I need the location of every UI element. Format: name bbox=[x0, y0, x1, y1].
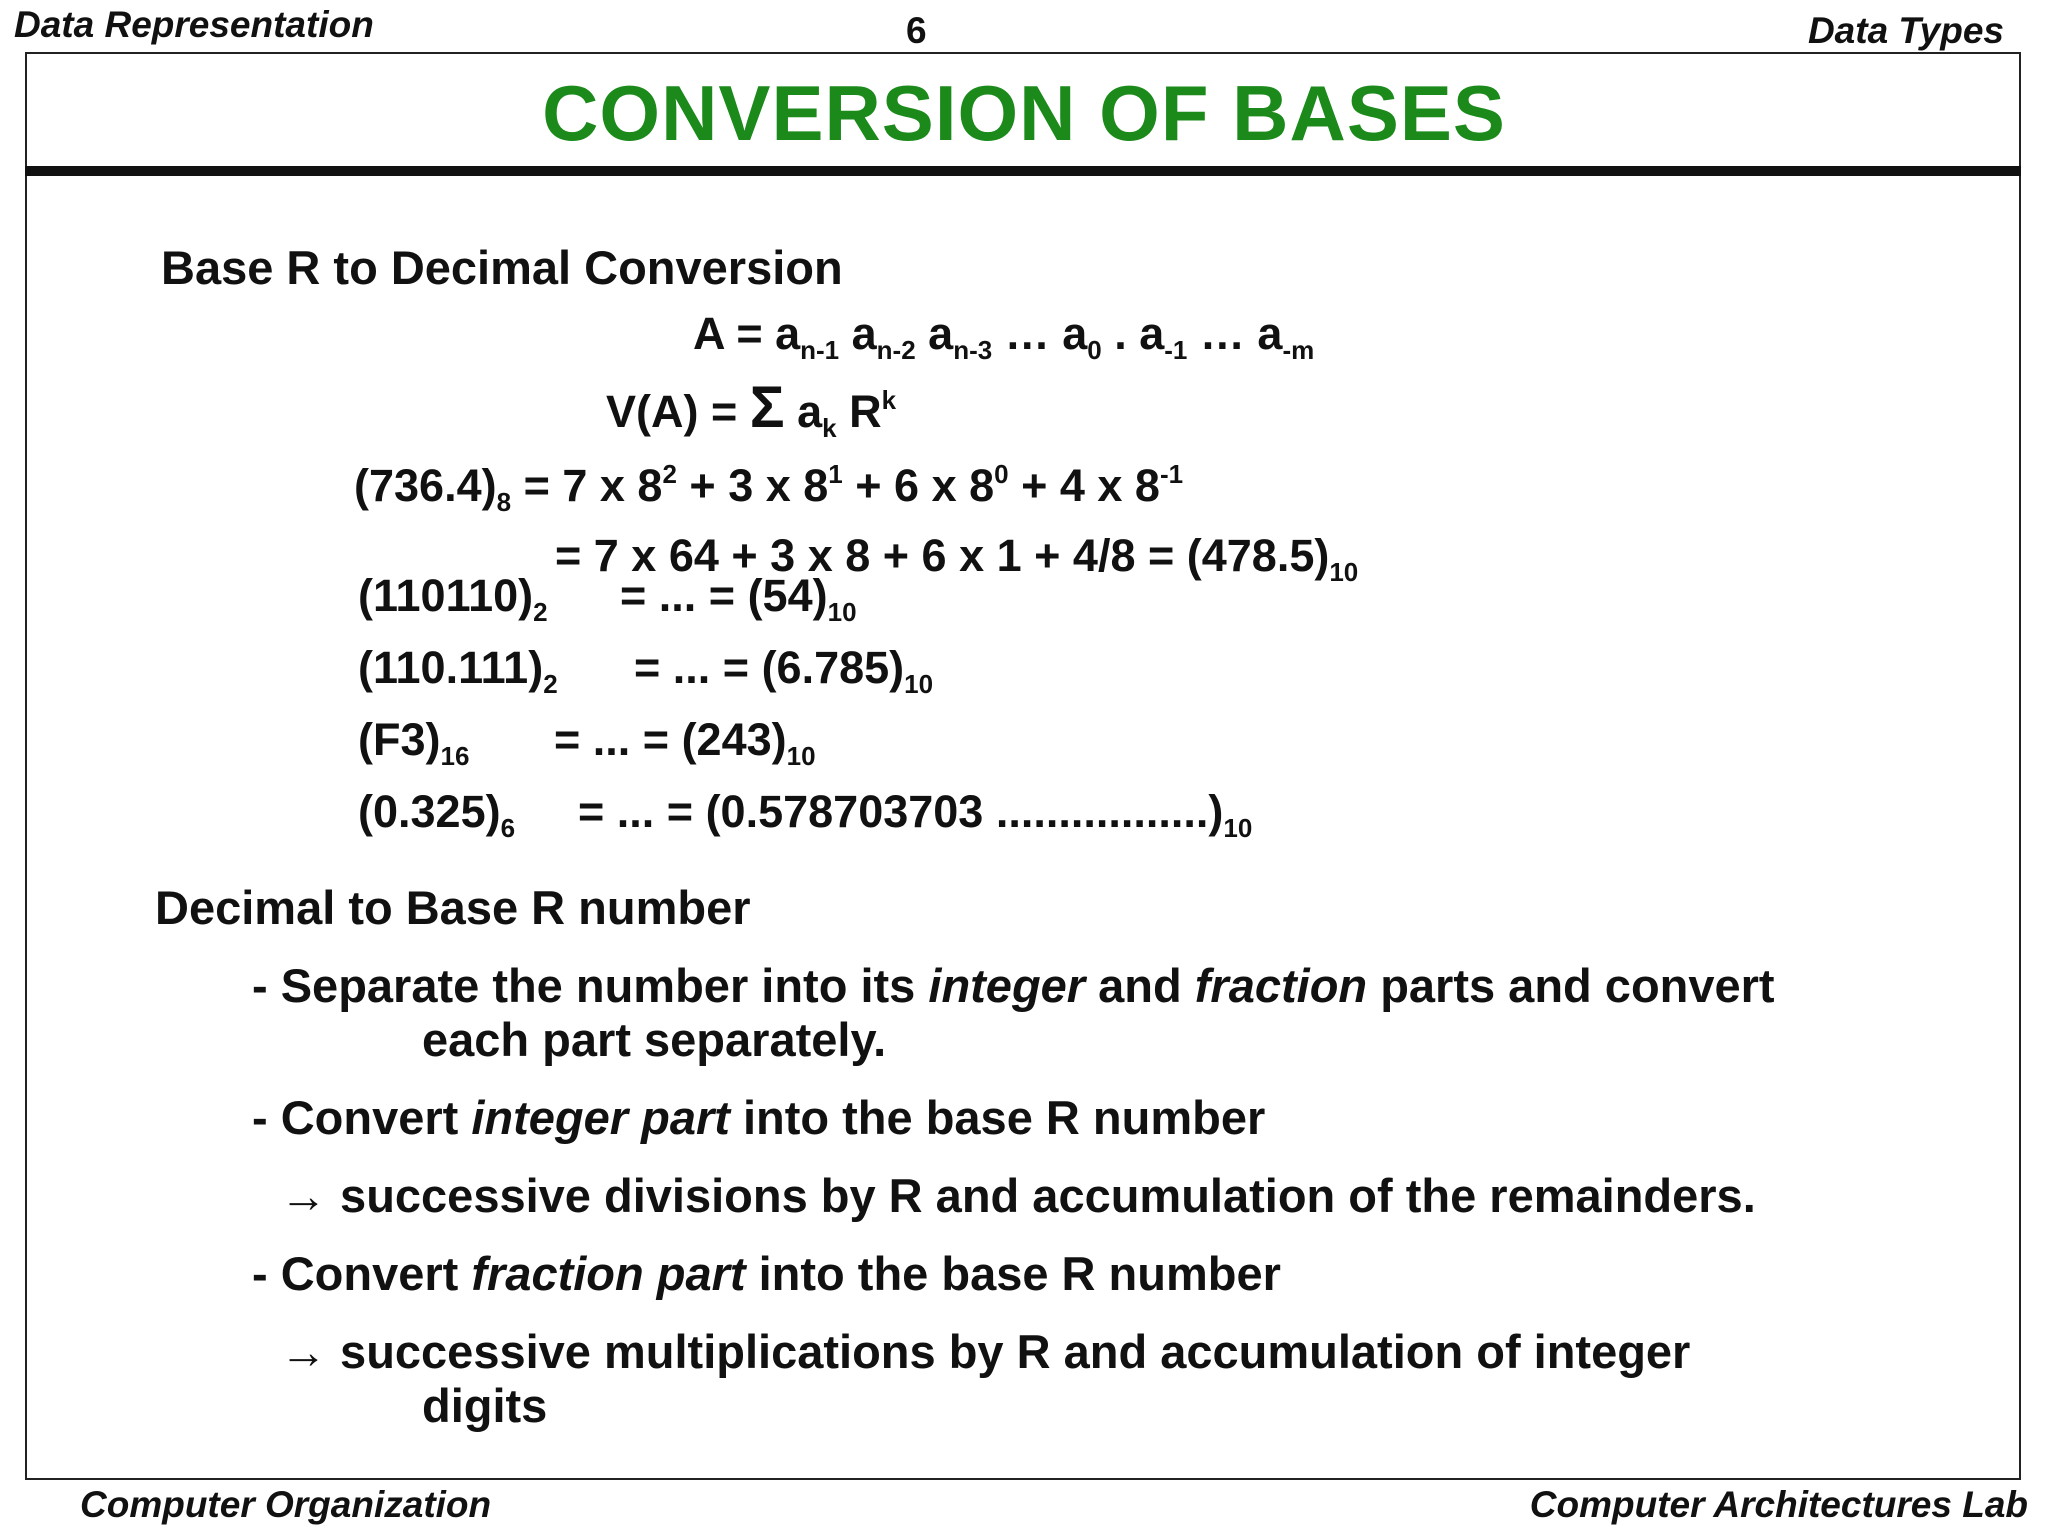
page-number: 6 bbox=[906, 10, 927, 51]
formula-a: $A = a_{n-1}$ $a_{n-2}$ $a_{n-3}$ … $a_0$ . $a_{-1}$ … $a_{-m}$ bbox=[693, 308, 1315, 365]
example-octal-result: = 7 x 64 + 3 x 8 + 6 x $1 + 4/8 = (478.5)_{10}$ bbox=[555, 530, 1359, 587]
bullet-separate-parts: - Separate the number into its integer and fraction parts and convert bbox=[252, 959, 1775, 1012]
example-binary-fraction: $(110.111)_2$ = ... = $(6.785)_{10}$ bbox=[358, 642, 934, 699]
header-right: Data Types bbox=[1807, 10, 2004, 51]
sigma-symbol: Σ bbox=[749, 375, 785, 440]
bullet-convert-fraction: - Convert fraction part into the base R number bbox=[252, 1247, 1281, 1300]
footer-left: Computer Organization bbox=[80, 1484, 492, 1525]
bullet-convert-integer: - Convert integer part into the base R number bbox=[252, 1091, 1266, 1144]
example-base6-fraction: $(0.325)_6$ = ... = (0.578703703 $.................)_{10}$ bbox=[358, 786, 1253, 843]
slide-title: CONVERSION OF BASES bbox=[542, 69, 1506, 157]
header-left: Data Representation bbox=[14, 4, 374, 45]
section-heading-decimal-to-base-r: Decimal to Base R number bbox=[155, 881, 751, 934]
example-hexadecimal: $(F3)_{16}$ = ... = $(243)_{10}$ bbox=[358, 714, 816, 771]
footer-right: Computer Architectures Lab bbox=[1529, 1484, 2028, 1525]
bullet-fraction-method: → successive multiplications by R and accumulation of integer bbox=[280, 1325, 1691, 1378]
example-binary-integer: $(110110)_2$ = ... = $(54)_{10}$ bbox=[358, 570, 857, 627]
section-heading-base-r-to-decimal: Base R to Decimal Conversion bbox=[161, 241, 843, 294]
title-rule bbox=[25, 166, 2021, 176]
example-octal-expansion: $(736.4)_8 = 7$ x $8^2 + 3$ x $8^1 + 6$ x $8^0 + 4$ x $8^{-1}$ bbox=[354, 459, 1184, 517]
formula-value: V(A) = Σ $a_k$ $R^k$ bbox=[606, 375, 897, 443]
bullet-separate-parts-continued: each part separately. bbox=[422, 1013, 887, 1066]
bullet-integer-method: → successive divisions by R and accumulation of the remainders. bbox=[280, 1169, 1756, 1222]
bullet-fraction-method-continued: digits bbox=[422, 1379, 548, 1432]
